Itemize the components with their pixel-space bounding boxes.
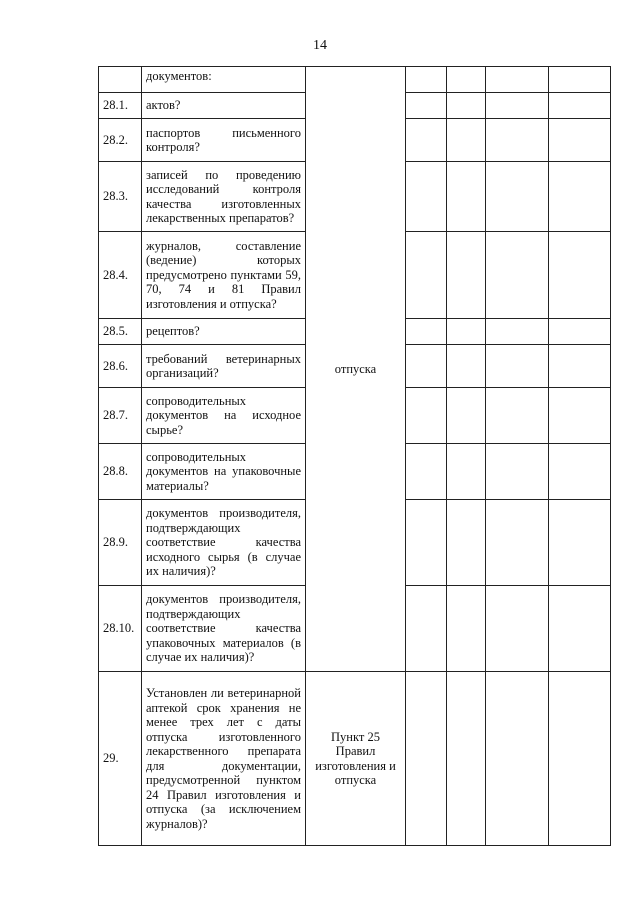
question-text: записей по проведению исследований контроля качества изготовленных лекарственных препаратов? <box>142 162 306 232</box>
page-number: 14 <box>313 38 327 53</box>
row-number: 28.1. <box>99 93 142 119</box>
question-text: актов? <box>142 93 306 119</box>
row-number: 28.2. <box>99 119 142 162</box>
question-text: требований ветеринарных организаций? <box>142 345 306 388</box>
reference-cell: отпуска <box>306 67 406 672</box>
row-number: 28.3. <box>99 162 142 232</box>
row-number: 28.10. <box>99 586 142 672</box>
row-number: 28.4. <box>99 232 142 319</box>
question-text: сопроводительных документов на исходное сырье? <box>142 388 306 444</box>
question-text: журналов, составление (ведение) которых предусмотрено пунктами 59, 70, 74 и 81 Правил изготовления и отпуска? <box>142 232 306 319</box>
question-text: документов: <box>142 67 306 93</box>
row-number: 28.7. <box>99 388 142 444</box>
row-number: 28.9. <box>99 500 142 586</box>
table-row <box>99 672 611 846</box>
checklist-table <box>98 66 611 846</box>
question-text: Установлен ли ветеринарной аптекой срок хранения не менее трех лет с даты отпуска изготовленного лекарственного препарата для документации, предусмотренной пунктом 24 Правил изготовления и отпуска (за исключением журналов)? <box>142 672 306 846</box>
row-number: 28.8. <box>99 444 142 500</box>
row-number: 28.5. <box>99 319 142 345</box>
question-text: сопроводительных документов на упаковочные материалы? <box>142 444 306 500</box>
row-number <box>99 67 142 93</box>
table-row <box>99 67 611 93</box>
row-number: 28.6. <box>99 345 142 388</box>
row-number: 29. <box>99 672 142 846</box>
reference-cell: Пункт 25 Правил изготовления и отпуска <box>306 672 406 846</box>
question-text: паспортов письменного контроля? <box>142 119 306 162</box>
question-text: рецептов? <box>142 319 306 345</box>
question-text: документов производителя, подтверждающих соответствие качества исходного сырья (в случае их наличия)? <box>142 500 306 586</box>
question-text: документов производителя, подтверждающих соответствие качества упаковочных материалов (в случае их наличия)? <box>142 586 306 672</box>
